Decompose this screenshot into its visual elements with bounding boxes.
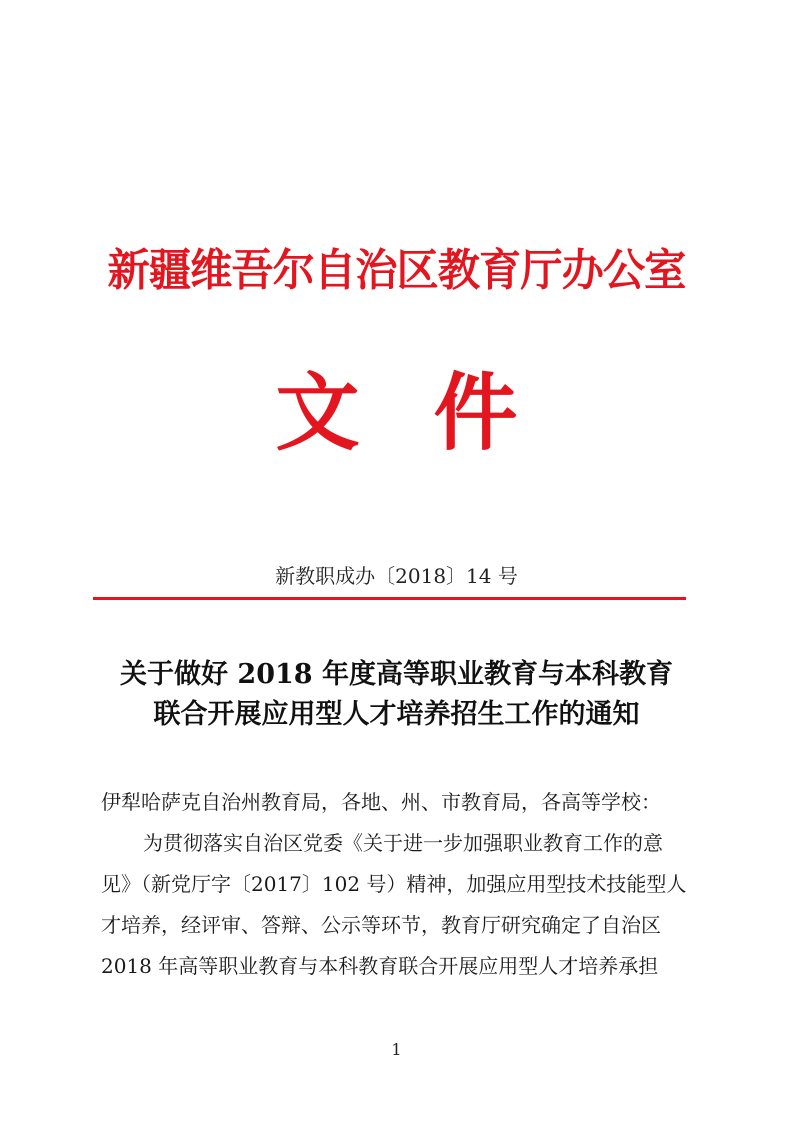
notice-body	[101, 782, 701, 987]
issuer-heading: 新疆维吾尔自治区教育厅办公室	[107, 245, 686, 296]
notice-title-line-1: 关于做好 2018 年度高等职业教育与本科教育	[120, 659, 673, 690]
notice-title-line-2: 联合开展应用型人才培养招生工作的通知	[153, 699, 640, 730]
notice-title	[0, 655, 793, 735]
document-number: 新教职成办〔2018〕14 号	[275, 564, 518, 588]
paragraph-line-2: 见》（新党厅字〔2017〕102 号）精神，加强应用型技术技能型人	[101, 872, 687, 896]
page-number: 1	[391, 1040, 402, 1059]
paragraph-line-1: 为贯彻落实自治区党委《关于进一步加强职业教育工作的意	[143, 831, 663, 855]
body-paragraph	[101, 823, 701, 987]
paragraph-line-4: 2018 年高等职业教育与本科教育联合开展应用型人才培养承担	[101, 954, 659, 978]
paragraph-line-3: 才培养，经评审、答辩、公示等环节，教育厅研究确定了自治区	[101, 913, 661, 937]
red-divider-line	[93, 597, 686, 600]
document-type-heading: 文件	[275, 363, 592, 462]
salutation: 伊犁哈萨克自治州教育局，各地、州、市教育局，各高等学校：	[101, 790, 661, 814]
